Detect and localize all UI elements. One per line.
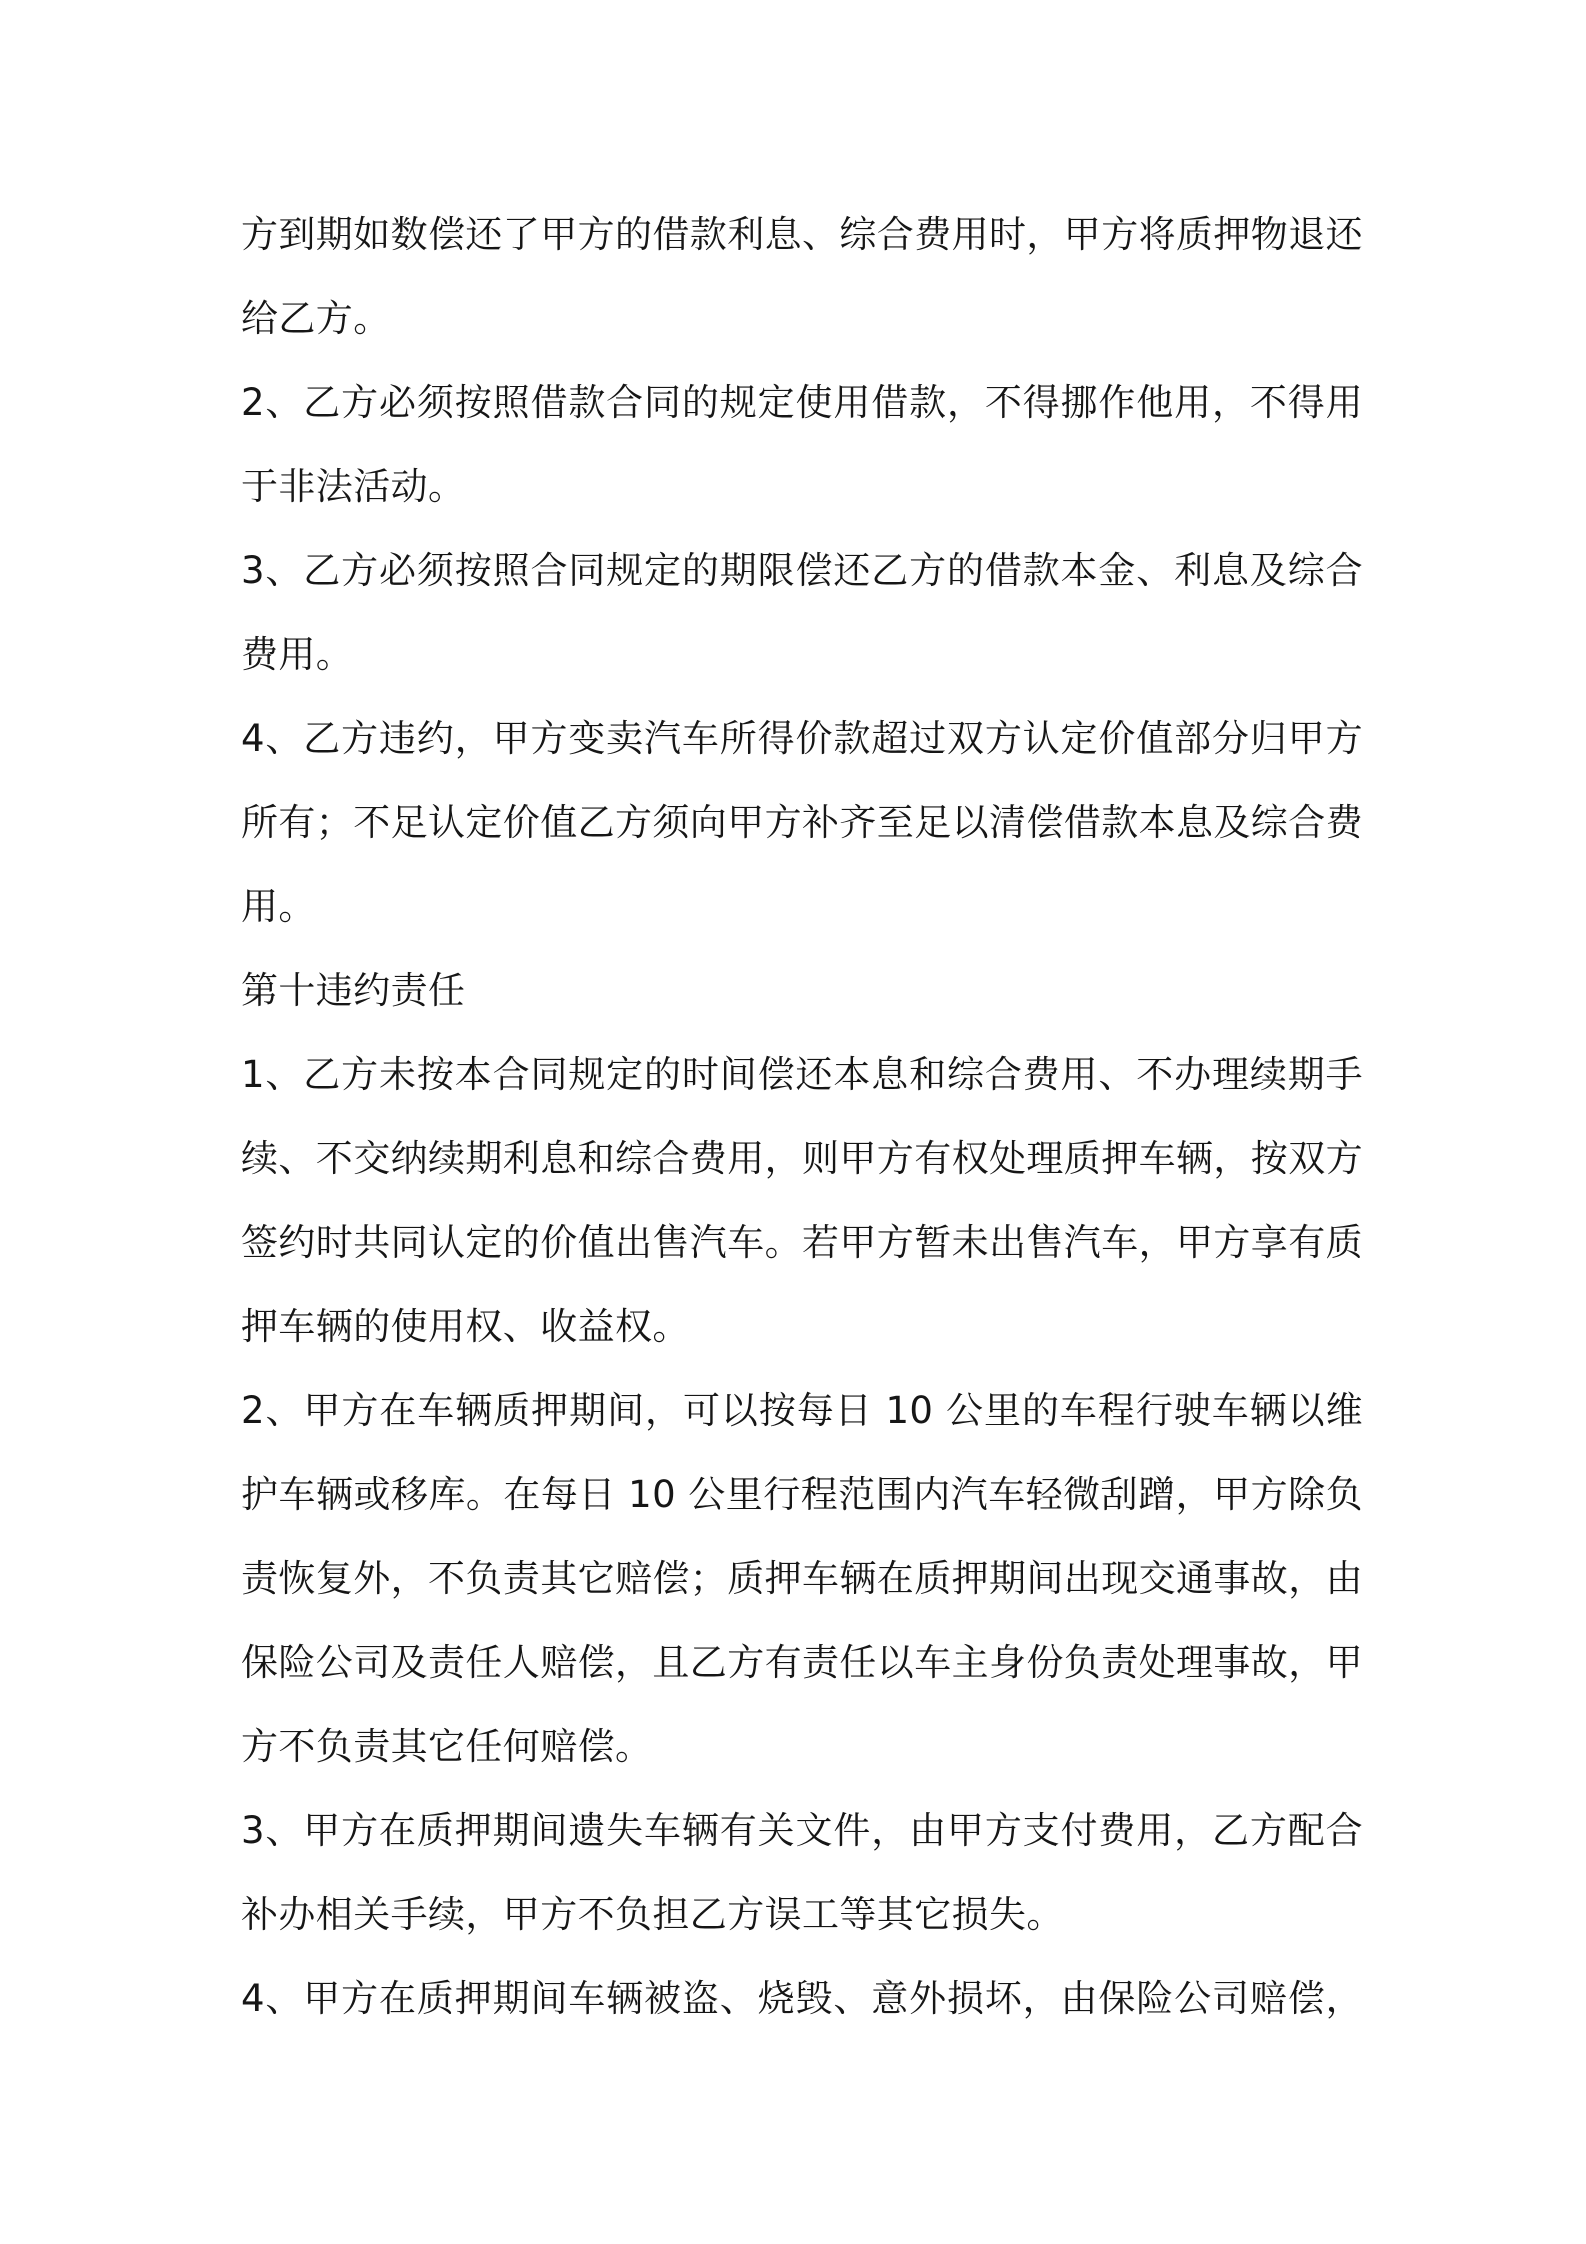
text-line: 方不负责其它任何赔偿。: [241, 1725, 653, 1768]
text-line: 费用。: [241, 633, 354, 676]
section-heading: 第十违约责任: [241, 969, 466, 1012]
text-line: 1、乙方未按本合同规定的时间偿还本息和综合费用、不办理续期手: [241, 1053, 1363, 1096]
contract-text: [241, 193, 1363, 2041]
text-line: 所有；不足认定价值乙方须向甲方补齐至足以清偿借款本息及综合费: [241, 801, 1363, 844]
text-line: 3、甲方在质押期间遗失车辆有关文件，由甲方支付费用，乙方配合: [241, 1809, 1363, 1852]
text-line: 护车辆或移库。在每日 10 公里行程范围内汽车轻微刮蹭，甲方除负: [241, 1473, 1363, 1516]
text-line: 4、乙方违约，甲方变卖汽车所得价款超过双方认定价值部分归甲方: [241, 717, 1363, 760]
text-line: 保险公司及责任人赔偿，且乙方有责任以车主身份负责处理事故，甲: [241, 1641, 1363, 1684]
text-line: 2、乙方必须按照借款合同的规定使用借款，不得挪作他用，不得用: [241, 381, 1363, 424]
text-line: 用。: [241, 885, 316, 928]
text-line: 续、不交纳续期利息和综合费用，则甲方有权处理质押车辆，按双方: [241, 1137, 1363, 1180]
text-line: 补办相关手续，甲方不负担乙方误工等其它损失。: [241, 1893, 1064, 1936]
text-line: 方到期如数偿还了甲方的借款利息、综合费用时，甲方将质押物退还: [241, 213, 1363, 256]
text-line: 押车辆的使用权、收益权。: [241, 1305, 690, 1348]
text-line: 责恢复外，不负责其它赔偿；质押车辆在质押期间出现交通事故，由: [241, 1557, 1363, 1600]
text-line: 签约时共同认定的价值出售汽车。若甲方暂未出售汽车，甲方享有质: [241, 1221, 1363, 1264]
text-line: 于非法活动。: [241, 465, 466, 508]
text-line: 3、乙方必须按照合同规定的期限偿还乙方的借款本金、利息及综合: [241, 549, 1363, 592]
text-line: 4、甲方在质押期间车辆被盗、烧毁、意外损坏，由保险公司赔偿，: [241, 1977, 1363, 2020]
text-line: 给乙方。: [241, 297, 391, 340]
text-line: 2、甲方在车辆质押期间，可以按每日 10 公里的车程行驶车辆以维: [241, 1389, 1363, 1432]
